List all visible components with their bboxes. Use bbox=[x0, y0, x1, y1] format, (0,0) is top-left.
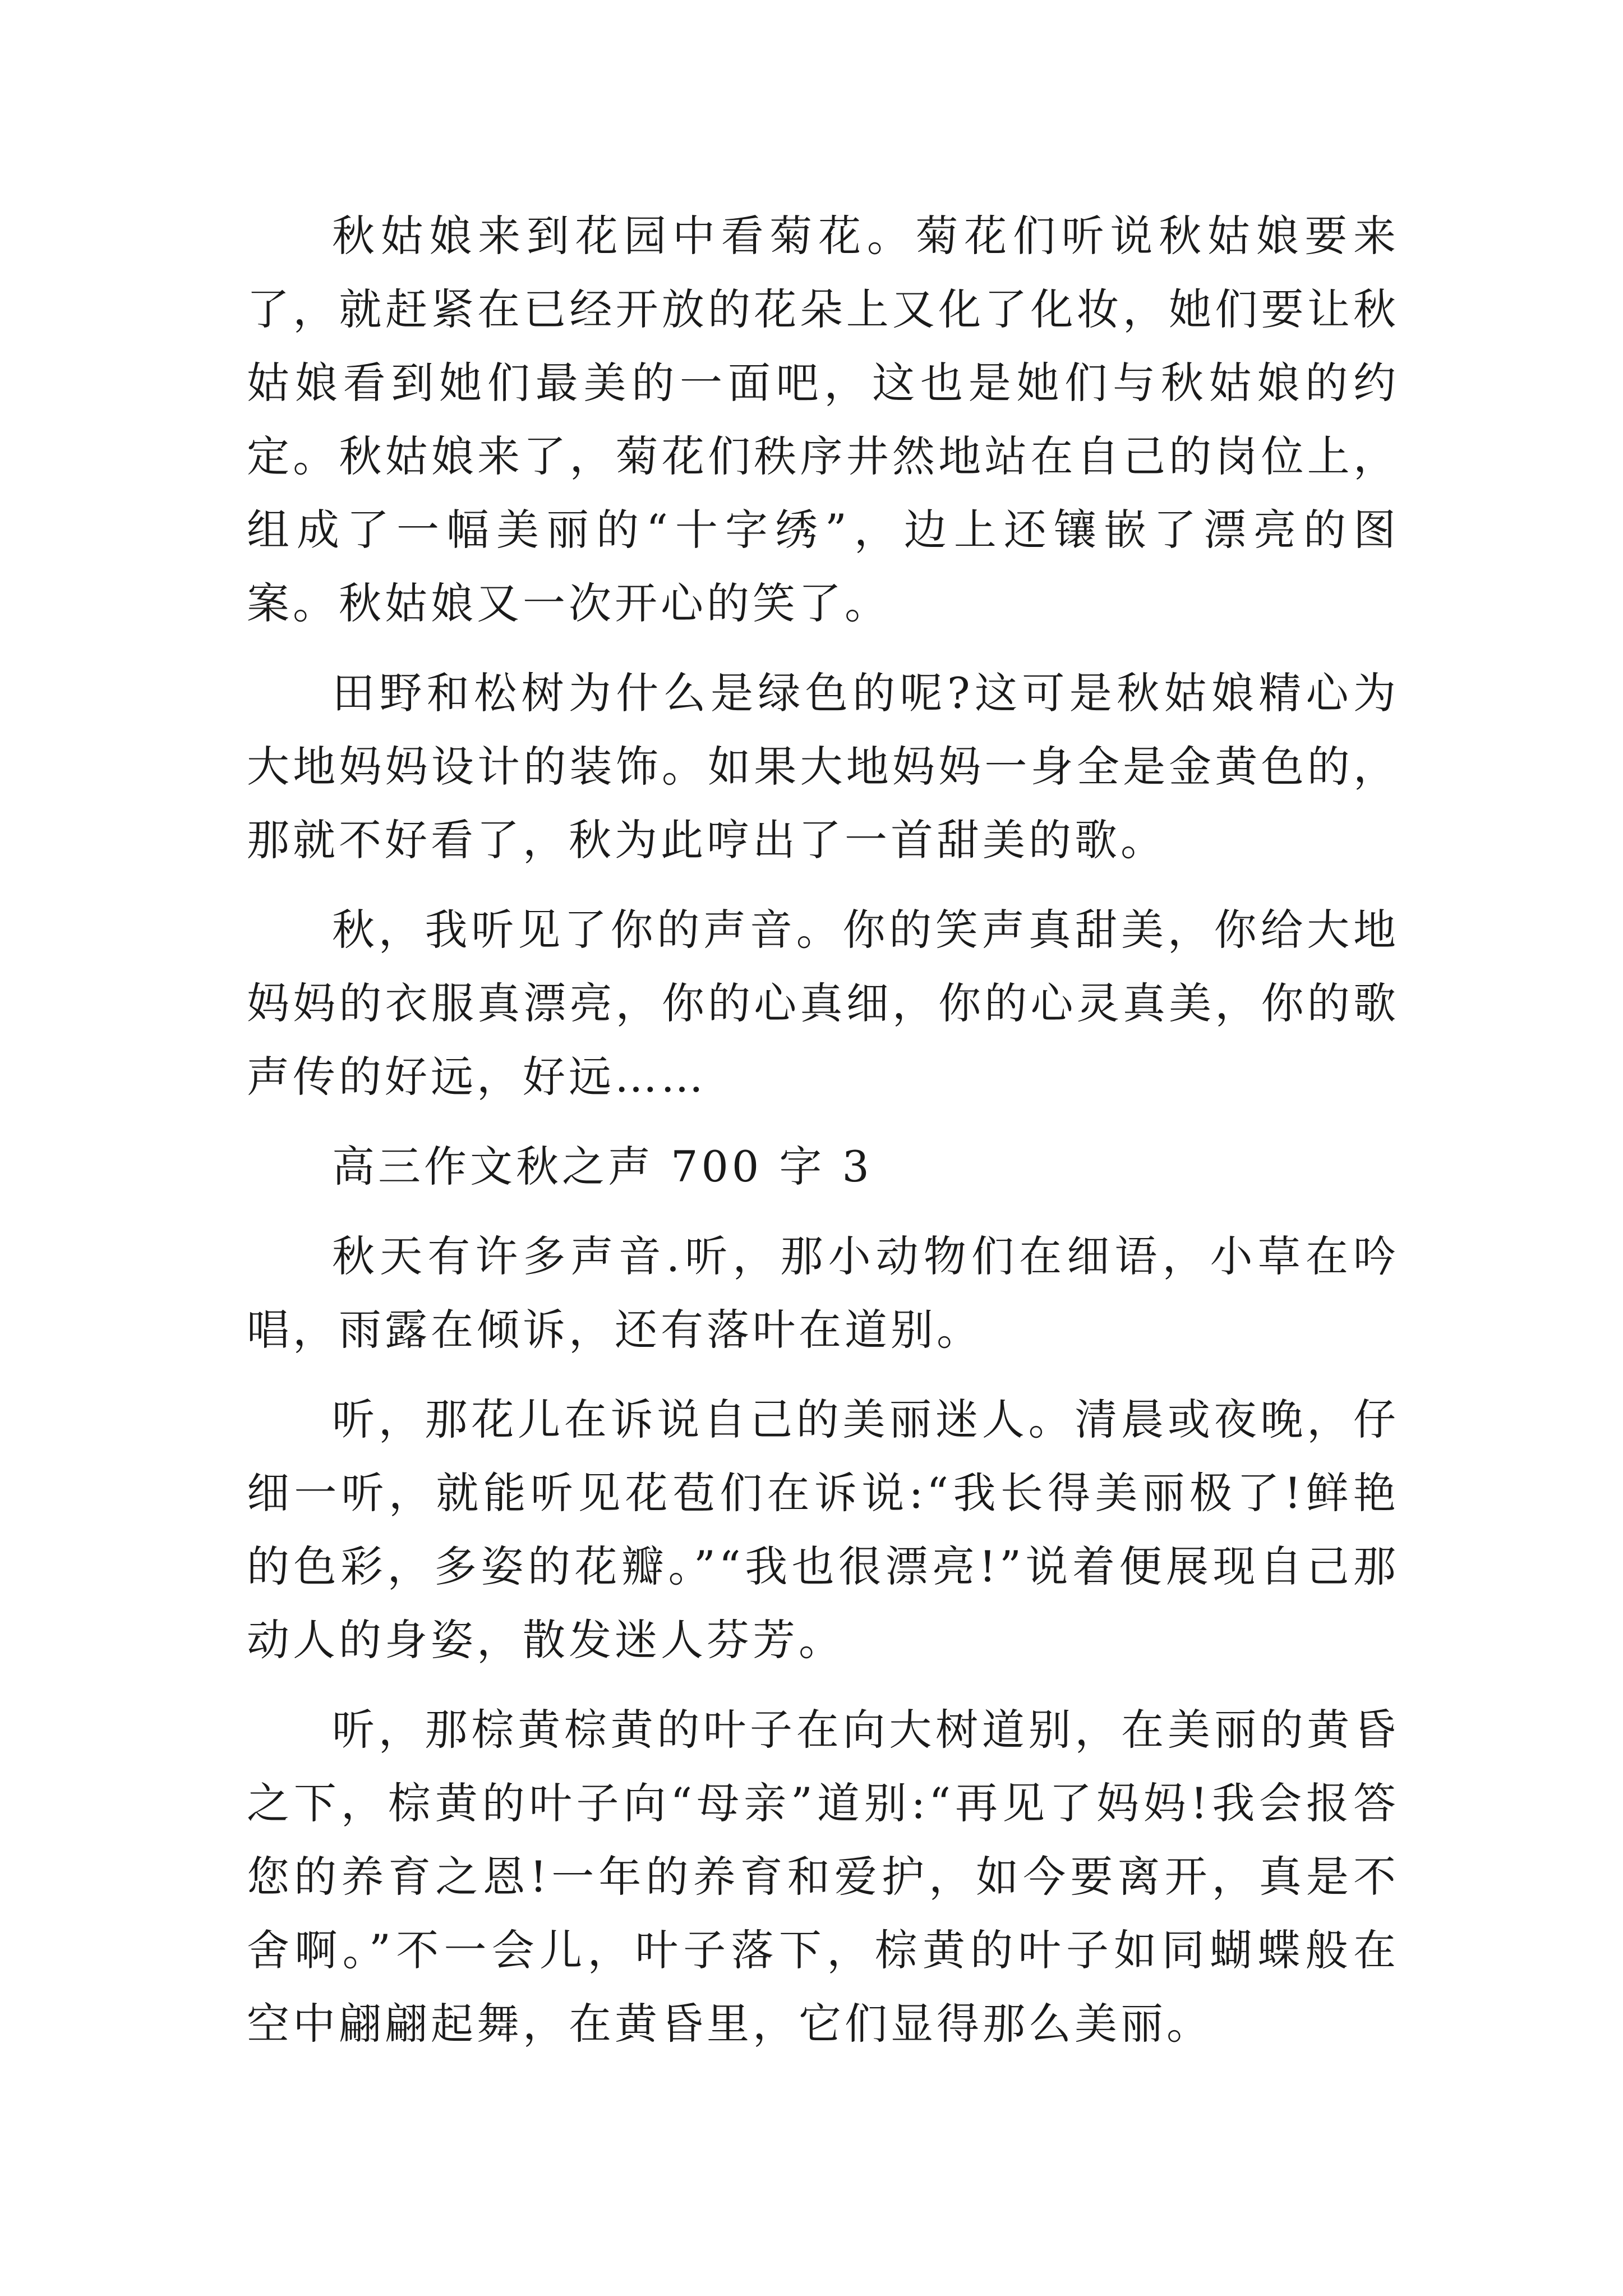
paragraph-autumn-voice: 秋，我听见了你的声音。你的笑声真甜美，你给大地妈妈的衣服真漂亮，你的心真细，你的心灵真美，你的歌声传的好远，好远…… bbox=[247, 905, 1399, 1102]
document-body bbox=[247, 199, 1399, 2077]
paragraph-leaves: 听，那棕黄棕黄的叶子在向大树道别，在美丽的黄昏之下，棕黄的叶子向“母亲”道别:“再见了妈妈!我会报答您的养育之恩!一年的养育和爱护，如今要离开，真是不舍啊。”不一会儿，叶子落下，棕黄的叶子如同蝴蝶般在空中翩翩起舞，在黄昏里，它们显得那么美丽。 bbox=[247, 1705, 1399, 2049]
paragraph-fields-pines: 田野和松树为什么是绿色的呢?这可是秋姑娘精心为大地妈妈设计的装饰。如果大地妈妈一身全是金黄色的，那就不好看了，秋为此哼出了一首甜美的歌。 bbox=[247, 668, 1399, 865]
paragraph-autumn-sounds: 秋天有许多声音.听，那小动物们在细语，小草在吟唱，雨露在倾诉，还有落叶在道别。 bbox=[247, 1231, 1399, 1355]
paragraph-flowers: 听，那花儿在诉说自己的美丽迷人。清晨或夜晚，仔细一听，就能听见花苞们在诉说:“我长得美丽极了!鲜艳的色彩，多姿的花瓣。”“我也很漂亮!”说着便展现自己那动人的身姿，散发迷人芬芳。 bbox=[247, 1395, 1399, 1665]
paragraph-chrysanthemum: 秋姑娘来到花园中看菊花。菊花们听说秋姑娘要来了，就赶紧在已经开放的花朵上又化了化妆，她们要让秋姑娘看到她们最美的一面吧，这也是她们与秋姑娘的约定。秋姑娘来了，菊花们秩序井然地站在自己的岗位上，组成了一幅美丽的“十字绣”，边上还镶嵌了漂亮的图案。秋姑娘又一次开心的笑了。 bbox=[247, 211, 1399, 628]
section-heading: 高三作文秋之声 700 字 3 bbox=[332, 1142, 873, 1191]
